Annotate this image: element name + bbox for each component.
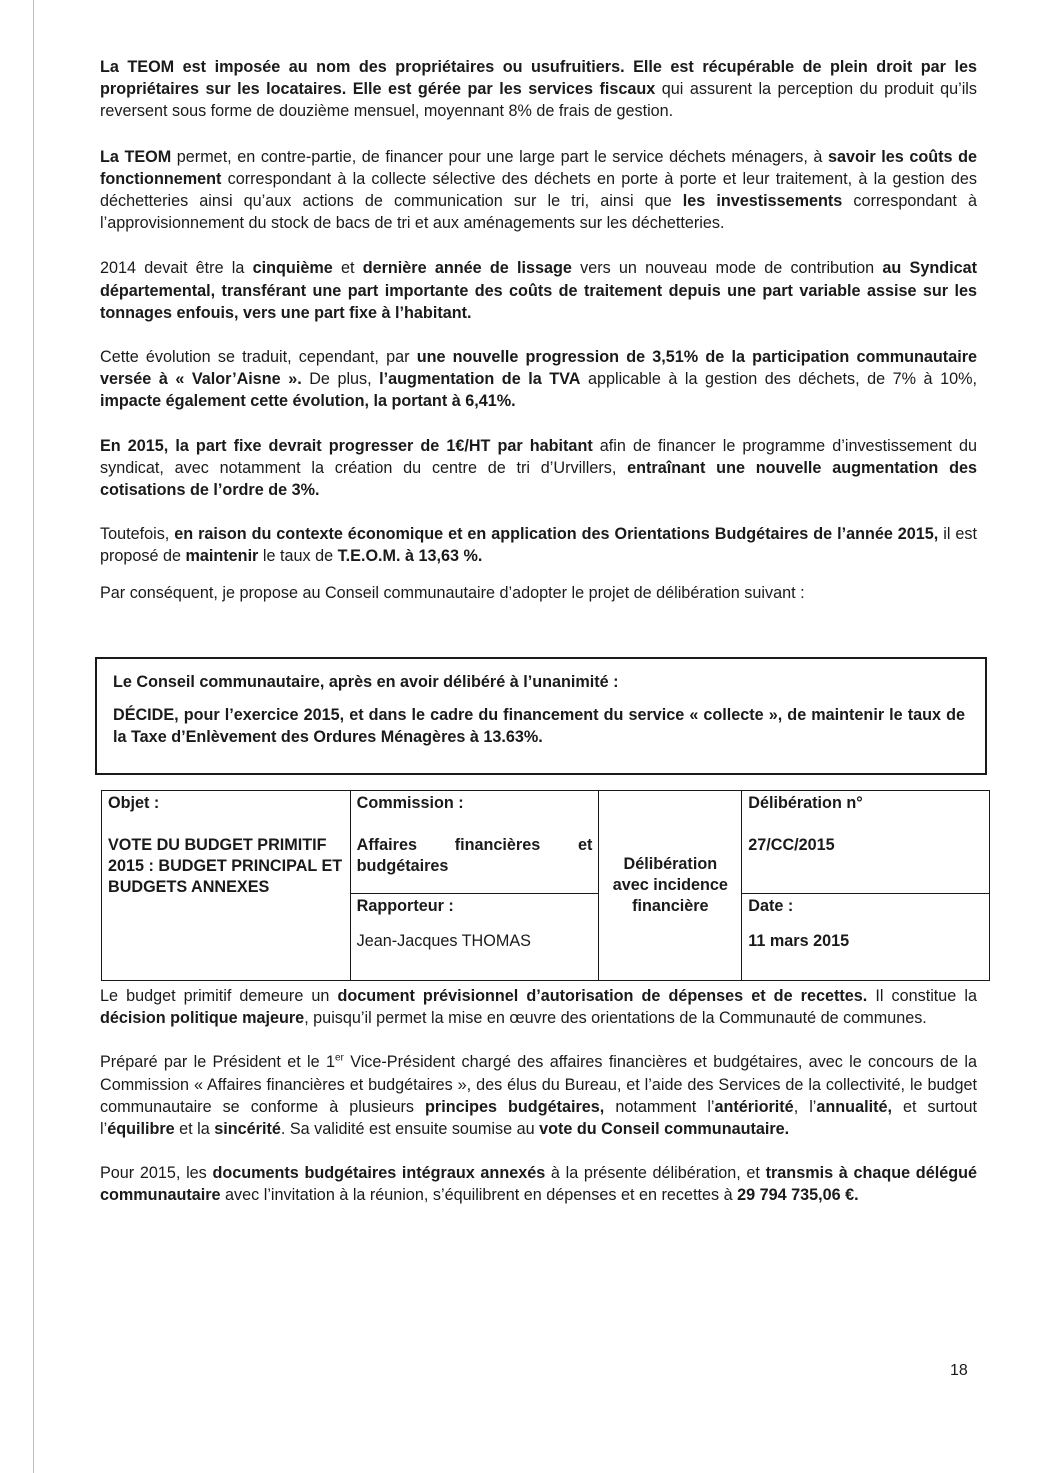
deliberation-type-cell: Délibération avec incidence financière — [599, 791, 742, 981]
date-cell — [742, 894, 990, 981]
paragraph-part-fixe-2015: En 2015, la part fixe devrait progresser de 1€/HT par habitant afin de financer le programme d’investissement du syndicat, avec notamment la création du centre de tri d’Urvillers, entraînant une nouvelle augmentation des cotisations de l’ordre de 3%. — [100, 436, 977, 500]
date-value: 11 mars 2015 — [748, 932, 850, 950]
deliberation-number-cell — [742, 791, 990, 894]
rapporteur-value: Jean-Jacques THOMAS — [356, 932, 531, 950]
page-margin-rule — [33, 0, 34, 1473]
document-body-bottom — [100, 985, 977, 1207]
deliberation-info-table — [101, 790, 990, 981]
paragraph-evolution: Cette évolution se traduit, cependant, par une nouvelle progression de 3,51% de la participation communautaire versée à « Valor’Aisne ». De plus, l’augmentation de la TVA applicable à la gestion des déchets, de 7% à 10%, impacte également cette évolution, la portant à 6,41%. — [100, 348, 977, 411]
deliberation-decision-box — [95, 657, 987, 775]
page-number: 18 — [950, 1362, 968, 1379]
date-label: Date : — [748, 897, 794, 915]
paragraph-proposition: Par conséquent, je propose au Conseil communautaire d’adopter le projet de délibération suivant : — [100, 583, 805, 602]
paragraph-maintien-taux: Toutefois, en raison du contexte économique et en application des Orientations Budgétaires de l’année 2015, il est proposé de maintenir le taux de T.E.O.M. à 13,63 %. — [100, 525, 977, 566]
commission-value-line1: Affaires financières et — [356, 836, 593, 854]
objet-value: VOTE DU BUDGET PRIMITIF 2015 : BUDGET PRINCIPAL ET BUDGETS ANNEXES — [108, 836, 343, 896]
paragraph-equilibre-budget: Pour 2015, les documents budgétaires intégraux annexés à la présente délibération, et transmis à chaque délégué communautaire avec l’invitation à la réunion, s’équilibrent en dépenses et en recettes à 29 794 735,06 €. — [100, 1164, 977, 1205]
commission-cell — [350, 791, 599, 894]
rapporteur-label: Rapporteur : — [356, 897, 454, 915]
objet-cell — [102, 791, 351, 981]
deliberation-number-label: Délibération n° — [748, 794, 863, 812]
deliberation-number-value: 27/CC/2015 — [748, 836, 835, 854]
commission-label: Commission : — [356, 794, 464, 812]
paragraph-teom-financement: La TEOM permet, en contre-partie, de financer pour une large part le service déchets ménagers, à savoir les coûts de fonctionnement correspondant à la collecte sélective des déchets en porte à porte et leur traitement, à la gestion des déchetteries ainsi qu’aux actions de communication sur le tri, ainsi que les investissements correspondant à l’approvisionnement du stock de bacs de tri et aux aménagements sur les déchetteries. — [100, 147, 977, 233]
decision-text: DÉCIDE, pour l’exercice 2015, et dans le cadre du financement du service « collecte », de maintenir le taux de la Taxe d’Enlèvement des Ordures Ménagères à 13.63%. — [113, 706, 965, 747]
rapporteur-cell — [350, 894, 599, 981]
paragraph-principes-budgetaires: Préparé par le Président et le 1er Vice-Président chargé des affaires financières et budgétaires, avec le concours de la Commission « Affaires financières et budgétaires », des élus du Bureau, et l’aide des Services de la collectivité, le budget communautaire se conforme à plusieurs principes budgétaires, notamment l’antériorité, l’annualité, et surtout l’équilibre et la sincérité. Sa validité est ensuite soumise au vote du Conseil communautaire. — [100, 1053, 978, 1139]
commission-value-line2: budgétaires — [356, 857, 449, 875]
objet-label: Objet : — [108, 794, 160, 812]
paragraph-budget-primitif: Le budget primitif demeure un document prévisionnel d’autorisation de dépenses et de recettes. Il constitue la décision politique majeure, puisqu’il permet la mise en œuvre des orientations de la Communauté de communes. — [100, 987, 977, 1028]
document-body-top — [100, 56, 977, 609]
decision-intro: Le Conseil communautaire, après en avoir délibéré à l’unanimité : — [113, 673, 619, 691]
paragraph-lissage: 2014 devait être la cinquième et dernière année de lissage vers un nouveau mode de contribution au Syndicat départemental, transférant une part importante des coûts de traitement depuis une part variable assise sur les tonnages enfouis, vers une part fixe à l’habitant. — [100, 259, 977, 322]
paragraph-teom-imposition: La TEOM est imposée au nom des propriétaires ou usufruitiers. Elle est récupérable de plein droit par les propriétaires sur les locataires. Elle est gérée par les services fiscaux qui assurent la perception du produit qu’ils reversent sous forme de douzième mensuel, moyennant 8% de frais de gestion. — [100, 58, 977, 121]
